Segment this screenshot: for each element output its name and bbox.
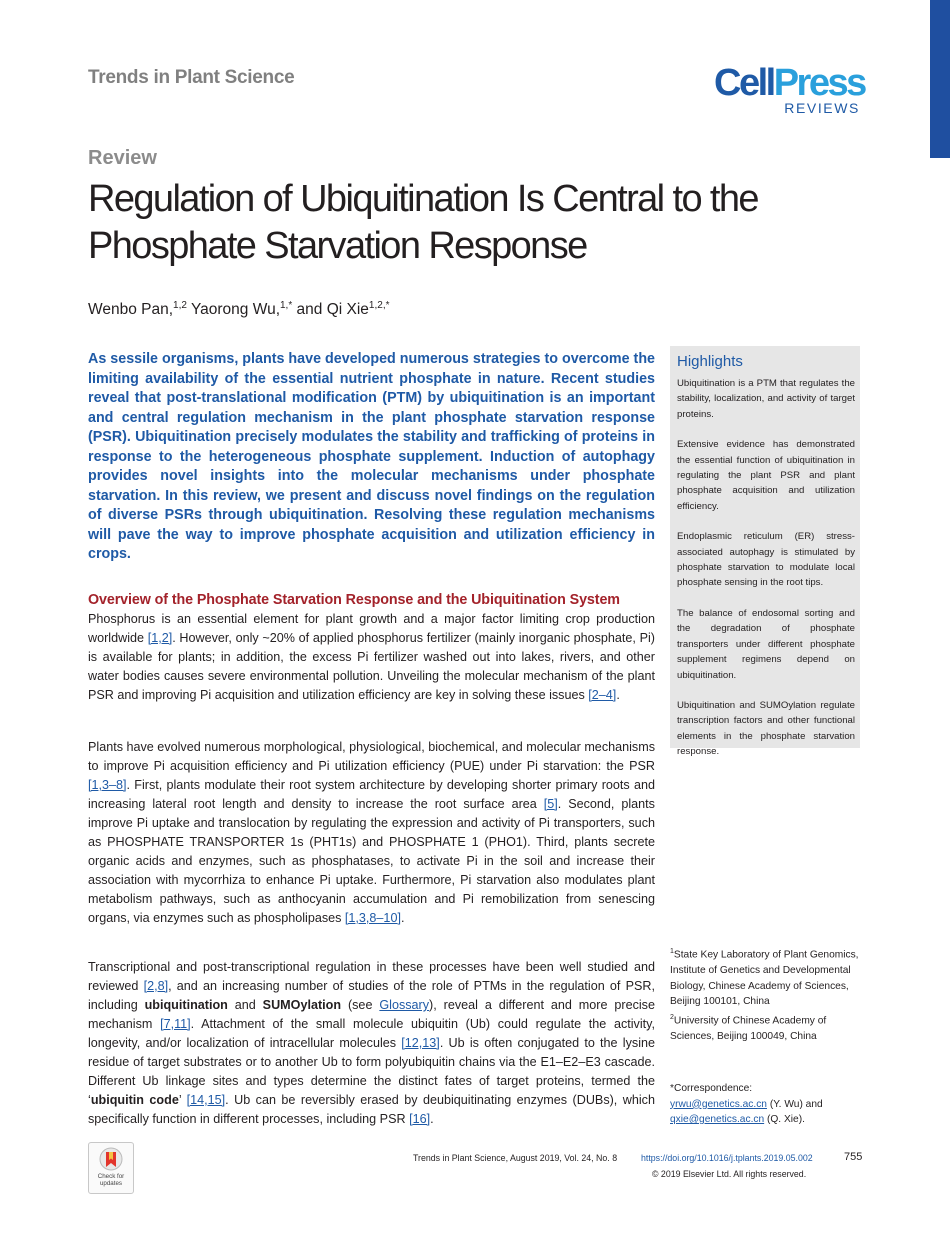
- highlight-item: Ubiquitination and SUMOylation regulate transcription factors and other functional elements in the phosphate starvation response.: [677, 699, 855, 758]
- affiliation-text: State Key Laboratory of Plant Genomics, Institute of Genetics and Developmental Biology, Chinese Academy of Sciences, Beijing 100101, China: [670, 949, 859, 1008]
- citation-link[interactable]: [12,13]: [401, 1036, 440, 1050]
- highlight-item: Extensive evidence has demonstrated the essential function of ubiquitination in regulating the plant PSR and plant phosphate acquisition and utilization efficiency.: [677, 439, 855, 512]
- glossary-term: SUMOylation: [262, 998, 342, 1012]
- badge-line: Check for: [97, 1173, 125, 1180]
- author-name: and Qi Xie: [292, 301, 369, 319]
- email-link[interactable]: yrwu@genetics.ac.cn: [670, 1098, 767, 1110]
- affiliation-mark: 2: [670, 1013, 674, 1021]
- highlight-item: Endoplasmic reticulum (ER) stress-associated autophagy is stimulated by phosphate starvation to modulate local phosphate sensing in the root tips.: [677, 531, 855, 589]
- paragraph-text: . First, plants modulate their root system architecture by developing shorter primary roots and increasing lateral root length and density to increase the root surface area: [88, 778, 655, 811]
- logo-subtitle: REVIEWS: [784, 100, 860, 116]
- body-paragraph: [88, 738, 655, 928]
- section-heading: Overview of the Phosphate Starvation Response and the Ubiquitination System: [88, 592, 620, 608]
- edge-color-bar: [930, 0, 950, 158]
- article-type: Review: [88, 147, 157, 169]
- body-paragraph: [88, 958, 655, 1129]
- citation-link[interactable]: [2,8]: [143, 979, 169, 993]
- affiliation-item: [670, 944, 870, 1010]
- author-name: Wenbo Pan,: [88, 301, 174, 319]
- highlights-box: [670, 346, 860, 758]
- abstract: As sessile organisms, plants have developed numerous strategies to overcome the limiting availability of the essential nutrient phosphate in nature. Recent studies reveal that post-translational modification (PTM) by ubiquitination is an important and central regulation mechanism in the plant phosphate starvation response (PSR). Ubiquitination precisely modulates the stability and trafficking of proteins in response to the heterogeneous phosphate supplement. Induction of autophagy provides novel insights into the molecular mechanisms under phosphate starvation. In this review, we present and discuss novel findings on the regulation of diverse PSRs through ubiquitination. Resolving these regulation mechanisms will pave the way to improve phosphate acquisition and utilization efficiency in crops.: [88, 351, 655, 562]
- logo-press-text: Press: [773, 62, 865, 104]
- author-name: Yaorong Wu,: [186, 301, 280, 319]
- citation-link[interactable]: [5]: [543, 797, 558, 811]
- copyright-notice: © 2019 Elsevier Ltd. All rights reserved.: [652, 1169, 807, 1179]
- correspondence: [670, 1081, 870, 1128]
- paragraph-text: , and an increasing number of studies of the role of PTMs in the regulation of PSR, including: [88, 979, 655, 1012]
- citation-link[interactable]: [1,3,8–10]: [344, 911, 401, 925]
- paragraph-text: . Ub is often conjugated to the lysine residue of target substrates or to another Ub to form polyubiquitin chains via the E1–E2–E3 cascade. Different Ub linkage sites and types determine the distinct fates of target proteins, termed the ‘: [88, 1036, 655, 1107]
- affiliation-mark: 1: [670, 948, 674, 955]
- citation-footer: Trends in Plant Science, August 2019, Vol. 24, No. 8: [413, 1153, 618, 1163]
- paragraph-text: and: [227, 998, 263, 1012]
- logo-cell-text: Cell: [714, 62, 774, 104]
- paragraph-text: .: [430, 1112, 434, 1126]
- paragraph-text: . However, only ~20% of applied phosphorus fertilizer (mainly inorganic phosphate, Pi) is available for plants; in addition, the excess Pi fertilizer washed out into lakes, rivers, and other water bodies causes severe environmental pollution. Unveiling the molecular mechanism of the plant PSR and improving Pi acquisition and utilization efficiency are key in solving these issues: [88, 631, 655, 702]
- body-paragraph: [88, 610, 655, 705]
- paragraph-text: . Ub can be reversibly erased by deubiquitinating enzymes (DUBs), which specifically function in different processes, including PSR: [88, 1093, 655, 1126]
- glossary-term: ubiquitination: [144, 998, 228, 1012]
- article-title: Regulation of Ubiquitination Is Central to the Phosphate Starvation Response: [88, 178, 758, 267]
- paragraph-text: (see: [341, 998, 380, 1012]
- correspondence-label: *Correspondence:: [670, 1083, 753, 1094]
- correspondence-who: (Q. Xie).: [764, 1114, 805, 1126]
- affiliation-item: [670, 1010, 870, 1045]
- highlight-item: The balance of endosomal sorting and the degradation of phosphate transporters under different phosphate supplement regimens depend on ubiquitination.: [677, 607, 855, 681]
- affiliation-text: University of Chinese Academy of Sciences, Beijing 100049, China: [670, 1015, 827, 1042]
- doi-link[interactable]: https://doi.org/10.1016/j.tplants.2019.05.002: [641, 1153, 813, 1163]
- author-affiliation-mark: 1,2,*: [368, 300, 390, 311]
- paragraph-text: Plants have evolved numerous morphological, physiological, biochemical, and molecular mechanisms to improve Pi acquisition efficiency and Pi utilization efficiency (PUE) under Pi starvation: the PSR: [88, 740, 656, 773]
- cellpress-logo[interactable]: [714, 64, 864, 116]
- badge-line: updates: [99, 1179, 123, 1187]
- paragraph-text: .: [616, 688, 620, 702]
- citation-link[interactable]: [7,11]: [160, 1017, 191, 1031]
- citation-link[interactable]: [16]: [409, 1112, 431, 1126]
- author-list: [88, 300, 390, 319]
- citation-link[interactable]: [2–4]: [588, 688, 617, 702]
- page-number: 755: [844, 1151, 863, 1163]
- glossary-link[interactable]: Glossary: [379, 998, 430, 1012]
- paragraph-text: ), reveal a different and more precise mechanism: [88, 998, 655, 1031]
- paragraph-text: . Second, plants improve Pi uptake and translocation by regulating the expression and activity of Pi transporters, such as PHOSPHATE TRANSPORTER 1s (PHT1s) and PHOSPHATE 1 (PHO1). Third, plants secrete organic acids and enzymes, such as phosphatases, to activate Pi in the soil and increase their association with mycorrhiza to enhance Pi uptake. Furthermore, Pi starvation also modulates plant metabolism pathways, such as anthocyanin accumulation and Pi remobilization from senescing organs, via enzymes such as phospholipases: [88, 797, 655, 925]
- highlights-list: [677, 376, 855, 775]
- citation-link[interactable]: [14,15]: [186, 1093, 226, 1107]
- paragraph-text: Transcriptional and post-transcriptional regulation in these processes have been well studied and reviewed: [88, 960, 655, 993]
- bookmark-icon: [99, 1147, 123, 1173]
- author-affiliation-mark: 1,2: [173, 300, 187, 311]
- paragraph-text: . Attachment of the small molecule ubiquitin (Ub) could regulate the activity, longevity, and/or localization of intracellular molecules: [88, 1017, 655, 1050]
- check-for-updates-badge[interactable]: [88, 1142, 134, 1194]
- correspondence-who: (Y. Wu) and: [766, 1098, 823, 1110]
- paragraph-text: .: [400, 911, 405, 925]
- email-link[interactable]: qxie@genetics.ac.cn: [670, 1114, 765, 1126]
- citation-link[interactable]: [1,3–8]: [88, 778, 127, 792]
- glossary-term: ubiquitin code: [90, 1093, 179, 1107]
- affiliations: [670, 944, 870, 1044]
- author-affiliation-mark: 1,*: [280, 300, 293, 311]
- paragraph-text: ’: [178, 1093, 187, 1107]
- highlight-item: Ubiquitination is a PTM that regulates the stability, localization, and activity of target proteins.: [677, 378, 855, 420]
- journal-name: Trends in Plant Science: [88, 67, 295, 88]
- paragraph-text: Phosphorus is an essential element for plant growth and a major factor limiting crop production worldwide: [88, 612, 655, 645]
- citation-link[interactable]: [1,2]: [147, 631, 173, 645]
- highlights-title: Highlights: [677, 353, 743, 370]
